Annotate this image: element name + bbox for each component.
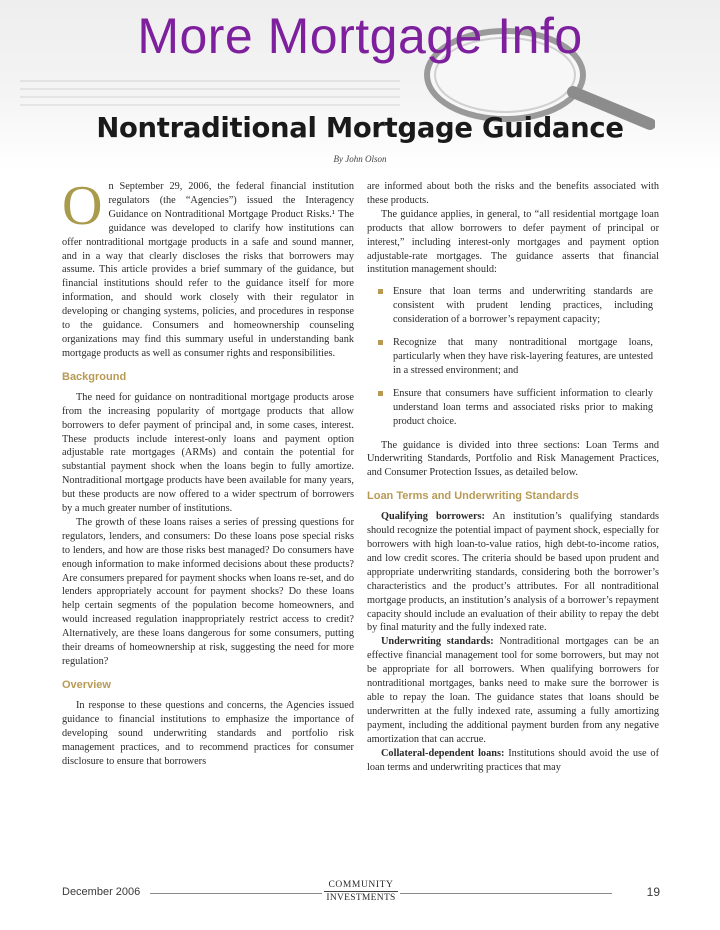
- underwriting-paragraph: [367, 635, 659, 746]
- footer-divider-right: [400, 893, 612, 894]
- list-item: Recognize that many nontraditional mortgage loans, particularly when they have risk-layering features, are untested in a stressed environment; and: [367, 336, 659, 378]
- intro-text: n September 29, 2006, the federal financial institution regulators (the “Agencies”) issued the Interagency Guidance on Nontraditional Mortgage Product Risks.¹ The guidance was developed to clarify how institutions can offer nontraditional mortgage products in a safe and sound manner, and in a way that clearly discloses the risks that borrowers may assume. This article provides a brief summary of the guidance, but financial institutions should refer to the guidance itself for more information, and should work closely with their regulator in developing or changing systems, policies, and procedures in response to the guidance. Consumers and homeownership counseling organizations may find this summary useful in understanding bank mortgage products as well as consumer rights and responsibilities.: [62, 181, 354, 359]
- byline: By John Olson: [333, 154, 387, 164]
- qualifying-text: An institution’s qualifying standards should recognize the potential impact of payment shock, especially for borrowers with high loan-to-value ratios, high debt-to-income ratios, and low credit scores. The criteria should be based upon prudent and appropriate underwriting standards, considering both the borrower’s characteristics and the product’s attributes. For all nontraditional mortgage products, an institution’s analysis of a borrower’s repayment capacity should include an evaluation of their ability to repay the debt by final maturity and the fully indexed rate.: [367, 511, 659, 634]
- left-column: [62, 175, 354, 768]
- collateral-text: Institutions should avoid the use of loan terms and underwriting practices that may: [367, 747, 659, 773]
- page-number: 19: [646, 885, 660, 899]
- community-investments-logo: [324, 880, 398, 903]
- footer-date: December 2006: [62, 886, 141, 898]
- bullet-square-icon: [378, 340, 383, 345]
- section-heading-loan-terms: Loan Terms and Underwriting Standards: [367, 490, 579, 503]
- banner-title: More Mortgage Info: [137, 8, 583, 64]
- sections-paragraph: The guidance is divided into three sections: Loan Terms and Underwriting Standards, Portfolio and Risk Management Practices, and Consumer Protection Issues, as detailed below.: [367, 439, 659, 479]
- list-item: Ensure that loan terms and underwriting standards are consistent with prudent lending practices, including consideration of a borrower’s repayment capacity;: [367, 285, 659, 327]
- bullet-square-icon: [378, 289, 383, 294]
- continuation-paragraph: are informed about both the risks and the benefits associated with these products.: [367, 181, 659, 206]
- intro-paragraph: [62, 175, 354, 361]
- underwriting-text: Nontraditional mortgages can be an effective financial management tool for some borrowers, but may not be appropriate for all borrowers. When qualifying borrowers for nontraditional mortgages, banks need to make sure the borrower is able to repay the loan. The guidance states that loans should be underwritten at the fully indexed rate, assuming a fully amortizing payment, including the additional payment burden from any negative amortization that can accrue.: [367, 636, 660, 745]
- qualifying-paragraph: [367, 510, 659, 635]
- section-heading-overview: Overview: [62, 678, 111, 691]
- collateral-paragraph: [367, 747, 659, 775]
- logo-line-bottom: INVESTMENTS: [326, 893, 396, 903]
- logo-line-top: COMMUNITY: [324, 880, 398, 892]
- bullet-square-icon: [378, 391, 383, 396]
- drop-cap: O: [62, 175, 103, 237]
- qualifying-label: Qualifying borrowers:: [381, 511, 485, 523]
- article-title: Nontraditional Mortgage Guidance: [96, 111, 624, 144]
- collateral-label: Collateral-dependent loans:: [381, 747, 505, 759]
- overview-paragraph-1: In response to these questions and concerns, the Agencies issued guidance to financial institutions to emphasize the importance of developing sound underwriting standards and portfolio risk management practices, and to recommend practices for consumer disclosure to ensure that borrowers: [62, 699, 354, 767]
- right-column: [367, 180, 659, 774]
- list-item: Ensure that consumers have sufficient information to clearly understand loan terms and associated risks prior to making product choice.: [367, 387, 659, 429]
- applies-paragraph: The guidance applies, in general, to “all residential mortgage loan products that allow borrowers to defer payment of principal or interest,” including interest-only mortgages and payment option adjustable-rate mortgages. The guidance asserts that financial institution management should:: [367, 208, 659, 276]
- underwriting-label: Underwriting standards:: [381, 636, 494, 648]
- page-footer: [62, 880, 660, 908]
- footer-divider-left: [150, 893, 322, 894]
- background-paragraph-2: The growth of these loans raises a series of pressing questions for regulators, lenders, and consumers: Do these loans pose special risks to lenders, and how are those risks best managed? Do consumers have enough information to make informed decisions about these products? Are consumers prepared for payment shocks when loans re-set, and do lenders appropriately account for payment shocks? Do these loans help certain segments of the population become homeowners, and would increased regulation inappropriately restrict access to credit? Alternatively, are these loans dangerous for some consumers, putting their dreams of homeownership at risk, suggesting the need for more regulation?: [62, 516, 354, 667]
- section-heading-background: Background: [62, 370, 127, 383]
- background-paragraph-1: The need for guidance on nontraditional mortgage products arose from the increasing popularity of mortgage products that allow borrowers to defer payment of principal and, in some cases, interest. These products include interest-only loans and payment option adjustable rate mortgages (ARMs) and contain the potential for substantial payment shock when the loans begin to fully amortize. Nontraditional mortgage products have been available for many years, but these products are now offered to a wider spectrum of borrowers by a much greater number of institutions.: [62, 391, 354, 515]
- guidance-bullet-list: [367, 285, 659, 428]
